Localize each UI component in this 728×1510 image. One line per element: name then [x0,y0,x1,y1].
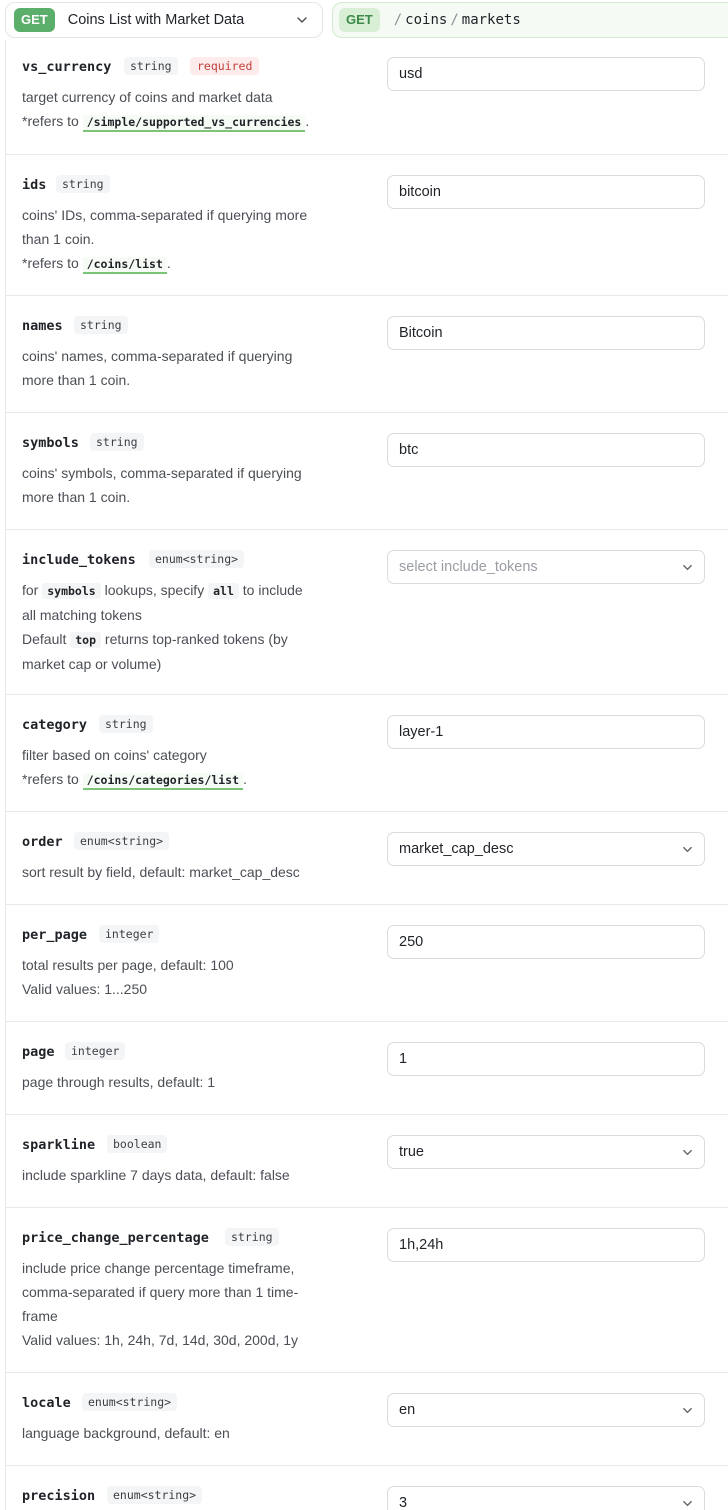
description-line: Valid values: 1h, 24h, 7d, 14d, 30d, 200d, 1y [22,1332,299,1348]
text: Default [22,631,67,647]
param-row-category [6,694,728,811]
description-line [22,109,352,134]
select-placeholder: select include_tokens [399,559,538,575]
param-description [22,203,352,276]
reference-link[interactable]: /coins/categories/list [83,773,243,790]
param-name: locale [22,1395,71,1411]
period: . [166,255,171,271]
param-type: enum<string> [74,832,169,850]
names-input[interactable]: Bitcoin [387,316,705,350]
param-description [22,860,352,884]
param-type: string [99,715,153,733]
description-line: sort result by field, default: market_cap_desc [22,864,300,880]
page-input[interactable]: 1 [387,1042,705,1076]
text: to include [242,582,303,598]
param-description [22,1163,352,1187]
param-name: ids [22,177,47,193]
param-name: symbols [22,435,79,451]
select-value: en [399,1402,416,1418]
order-select[interactable] [387,832,705,866]
param-type: boolean [107,1135,167,1153]
description-line: total results per page, default: 100 [22,957,234,973]
price-change-percentage-input[interactable]: 1h,24h [387,1228,705,1262]
description-line: all matching tokens [22,607,142,623]
path-segment: markets [461,12,521,28]
param-type: enum<string> [149,550,244,568]
param-row-locale [6,1372,728,1465]
select-value: true [399,1144,424,1160]
param-row-symbols [6,412,728,529]
param-row-page [6,1021,728,1114]
request-path [332,2,728,38]
param-type: string [225,1228,279,1246]
param-description [22,1421,352,1445]
param-description [22,578,352,676]
param-row-price-change-percentage [6,1207,728,1372]
param-description [22,461,352,509]
param-row-include-tokens [6,529,728,694]
description-line: than 1 coin. [22,231,95,247]
description-line: comma-separated if query more than 1 time- [22,1284,299,1300]
param-type: string [56,175,110,193]
inline-code: all [208,583,239,599]
top-bar [0,0,728,40]
per-page-input[interactable]: 250 [387,925,705,959]
symbols-input[interactable]: btc [387,433,705,467]
required-badge: required [190,57,259,75]
param-type: enum<string> [82,1393,177,1411]
endpoint-title: Coins List with Market Data [67,12,245,28]
chevron-down-icon [682,844,693,855]
description-line: include price change percentage timeframe, [22,1260,295,1276]
param-name: order [22,834,63,850]
precision-select[interactable] [387,1486,705,1510]
param-row-precision [6,1465,728,1510]
description-line: Valid values: 1...250 [22,981,148,997]
period: . [243,771,247,787]
chevron-down-icon [682,1498,693,1509]
refers-text: *refers to [22,771,79,787]
select-value: market_cap_desc [399,841,514,857]
ids-input[interactable]: bitcoin [387,175,705,209]
description-line: coins' symbols, comma-separated if querying [22,465,302,481]
chevron-down-icon [296,14,308,26]
description-line: coins' IDs, comma-separated if querying more [22,207,308,223]
description-line: target currency of coins and market data [22,89,273,105]
endpoint-selector[interactable] [5,2,323,38]
param-type: enum<string> [107,1486,202,1504]
param-type: integer [99,925,159,943]
description-line: more than 1 coin. [22,372,131,388]
text: returns top-ranked tokens (by [104,631,288,647]
param-type: integer [65,1042,125,1060]
include-tokens-select[interactable] [387,550,705,584]
description-line: market cap or volume) [22,656,162,672]
description-line [22,627,352,652]
param-description [22,743,352,792]
refers-text: *refers to [22,113,79,129]
inline-code: top [70,632,101,648]
description-line: filter based on coins' category [22,747,207,763]
param-name: names [22,318,63,334]
param-description [22,953,352,1001]
category-input[interactable]: layer-1 [387,715,705,749]
param-name: page [22,1044,55,1060]
text: for [22,582,39,598]
period: . [305,113,310,129]
chevron-down-icon [682,1147,693,1158]
description-line: more than 1 coin. [22,489,131,505]
param-row-ids [6,154,728,295]
param-description [22,85,352,134]
description-line [22,578,352,603]
endpoint-method-badge: GET [14,8,55,32]
param-name: include_tokens [22,552,136,568]
param-name: category [22,717,88,733]
param-type: string [124,57,178,75]
description-line: include sparkline 7 days data, default: false [22,1167,290,1183]
select-value: 3 [399,1495,408,1510]
param-row-per-page [6,904,728,1021]
chevron-down-icon [682,562,693,573]
inline-code: symbols [42,583,100,599]
chevron-down-icon [682,1405,693,1416]
path-segment: coins [405,12,448,28]
description-line: coins' names, comma-separated if querying [22,348,293,364]
refers-text: *refers to [22,255,79,271]
param-description [22,1070,352,1094]
path-text: / coins / markets [393,12,521,28]
reference-link[interactable]: /simple/supported_vs_currencies [83,115,306,132]
param-name: price_change_percentage [22,1230,209,1246]
description-line: page through results, default: 1 [22,1074,216,1090]
params-panel [5,40,728,1510]
param-type: string [74,316,128,334]
description-line: language background, default: en [22,1425,230,1441]
param-description [22,344,352,392]
param-name: vs_currency [22,59,112,75]
param-description [22,1256,352,1352]
param-row-sparkline [6,1114,728,1207]
param-name: sparkline [22,1137,96,1153]
locale-select[interactable] [387,1393,705,1427]
param-row-vs-currency [6,40,728,154]
param-name: per_page [22,927,88,943]
description-line [22,251,352,276]
param-row-order [6,811,728,904]
text: lookups, specify [104,582,205,598]
reference-link[interactable]: /coins/list [83,257,167,274]
sparkline-select[interactable] [387,1135,705,1169]
param-row-names [6,295,728,412]
description-line [22,767,352,792]
path-method-badge: GET [339,8,380,32]
param-type: string [90,433,144,451]
description-line: frame [22,1308,58,1324]
vs-currency-input[interactable]: usd [387,57,705,91]
param-name: precision [22,1488,96,1504]
